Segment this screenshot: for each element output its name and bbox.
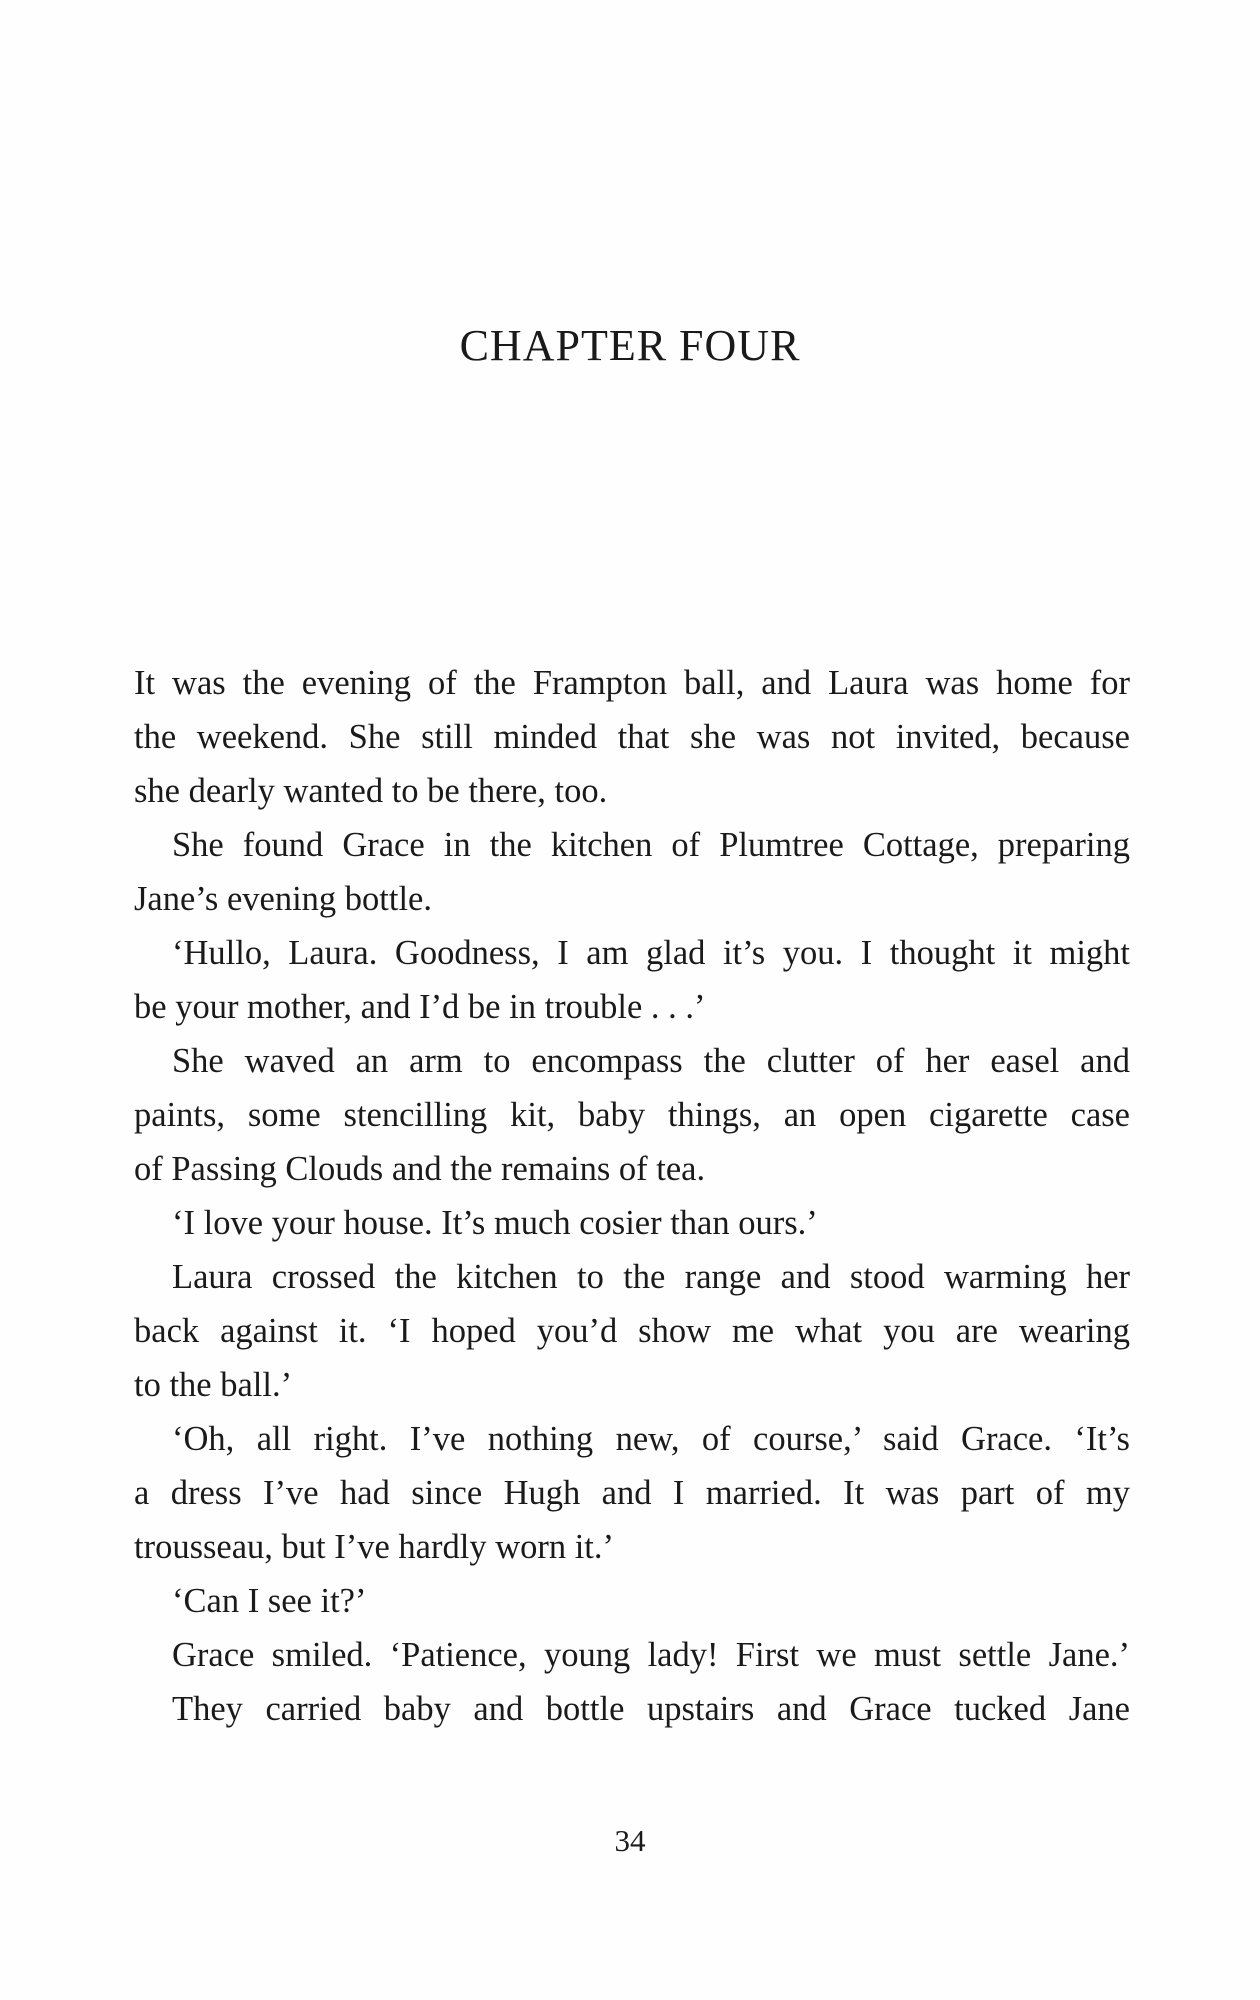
page-number: 34	[614, 1823, 646, 1858]
text-line: a dress I’ve had since Hugh and I married. It was part of my	[134, 1474, 1130, 1512]
text-line: Grace smiled. ‘Patience, young lady! First we must settle Jane.’	[172, 1636, 1130, 1674]
text-line: She waved an arm to encompass the clutter of her easel and	[172, 1042, 1130, 1080]
text-line: She found Grace in the kitchen of Plumtree Cottage, preparing	[172, 826, 1130, 864]
text-line: the weekend. She still minded that she was not invited, because	[134, 718, 1130, 756]
text-line: of Passing Clouds and the remains of tea.	[134, 1150, 706, 1188]
text-line: to the ball.’	[134, 1366, 293, 1404]
chapter-title: CHAPTER FOUR	[459, 321, 801, 370]
text-line: be your mother, and I’d be in trouble . . .’	[134, 988, 706, 1026]
text-line: she dearly wanted to be there, too.	[134, 772, 608, 810]
text-line: ‘Hullo, Laura. Goodness, I am glad it’s you. I thought it might	[172, 934, 1130, 972]
body-text	[134, 656, 1130, 1736]
text-line: Jane’s evening bottle.	[134, 880, 432, 918]
text-line: ‘Oh, all right. I’ve nothing new, of course,’ said Grace. ‘It’s	[172, 1420, 1130, 1458]
text-line: It was the evening of the Frampton ball, and Laura was home for	[134, 664, 1130, 702]
text-line: ‘I love your house. It’s much cosier than ours.’	[172, 1204, 818, 1242]
text-line: paints, some stencilling kit, baby things, an open cigarette case	[134, 1096, 1130, 1134]
text-line: They carried baby and bottle upstairs and Grace tucked Jane	[172, 1690, 1130, 1728]
text-line: trousseau, but I’ve hardly worn it.’	[134, 1528, 615, 1566]
text-line: Laura crossed the kitchen to the range and stood warming her	[172, 1258, 1130, 1296]
text-line: ‘Can I see it?’	[172, 1582, 367, 1620]
text-line: back against it. ‘I hoped you’d show me what you are wearing	[134, 1312, 1130, 1350]
